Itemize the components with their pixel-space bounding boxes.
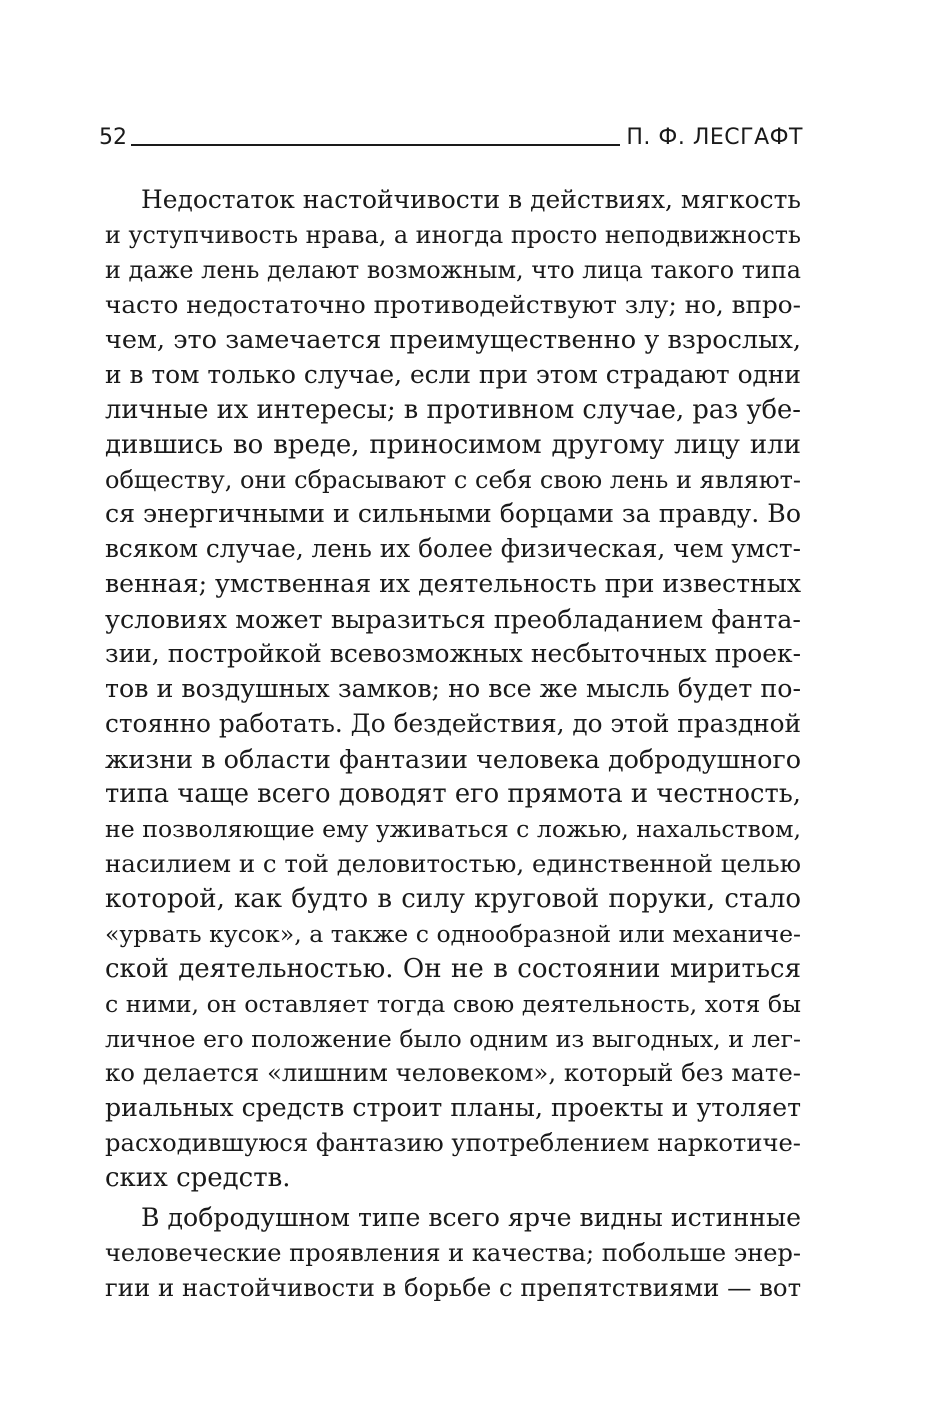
author-name: П. Ф. ЛЕСГАФТ [626, 125, 803, 150]
text-line: В добродушном типе всего ярче видны истинные [141, 1203, 801, 1233]
text-line: человеческие проявления и качества; побольше энер- [105, 1239, 802, 1268]
header-rule [131, 144, 620, 146]
text-line: с ними, он оставляет тогда свою деятельность, хотя бы [105, 989, 801, 1018]
text-line: всяком случае, лень их более физическая, чем умст- [105, 534, 801, 564]
text-line: не позволяющие ему уживаться с ложью, нахальством, [105, 814, 801, 843]
text-line: часто недостаточно противодействуют злу; но, впро- [105, 289, 801, 319]
text-line: венная; умственная их деятельность при известных [105, 569, 802, 599]
text-line: личные их интересы; в противном случае, раз убе- [105, 394, 801, 425]
text-line: ко делается «лишним человеком», который без мате- [105, 1058, 801, 1088]
text-line: ся энергичными и сильными борцами за правду. Во [105, 499, 801, 529]
text-line: «урвать кусок», а также с однообразной или механиче- [105, 919, 801, 948]
text-line: и уступчивость нрава, а иногда просто неподвижность [105, 220, 801, 249]
text-line: личное его положение было одним из выгодных, и лег- [105, 1024, 801, 1053]
text-line: гии и настойчивости в борьбе с препятствиями — вот [105, 1273, 802, 1303]
running-head [99, 121, 803, 151]
text-line: дившись во вреде, приносимом другому лицу или [105, 429, 801, 460]
text-line: типа чаще всего доводят его прямота и честность, [105, 778, 801, 809]
text-line: жизни в области фантазии человека добродушного [105, 744, 802, 774]
text-line: и в том только случае, если при этом страдают одни [105, 359, 801, 389]
text-line: тов и воздушных замков; но все же мысль будет по- [105, 674, 801, 704]
text-line: насилием и с той деловитостью, единственной целью [105, 848, 801, 878]
text-line: зии, постройкой всевозможных несбыточных проек- [105, 639, 801, 669]
paragraph-2 [105, 1201, 801, 1306]
text-line: ской деятельностью. Он не в состоянии мириться [105, 953, 801, 984]
text-line: чем, это замечается преимущественно у взрослых, [105, 324, 801, 355]
paragraph-1 [105, 183, 801, 1196]
text-line: которой, как будто в силу круговой поруки, стало [105, 883, 801, 914]
text-line: риальных средств строит планы, проекты и утоляет [105, 1093, 801, 1123]
text-line: обществу, они сбрасывают с себя свою лень и являют- [105, 465, 801, 494]
text-line: расходившуюся фантазию употреблением наркотиче- [105, 1129, 801, 1158]
text-line: Недостаток настойчивости в действиях, мягкость [141, 185, 801, 214]
text-line: ских средств. [105, 1163, 291, 1194]
text-line: условиях может выразиться преобладанием фанта- [105, 604, 801, 635]
text-line: и даже лень делают возможным, что лица такого типа [105, 255, 801, 284]
text-line: стоянно работать. До бездействия, до этой праздной [105, 709, 801, 739]
body-text [105, 183, 801, 1306]
page-number: 52 [99, 125, 127, 150]
